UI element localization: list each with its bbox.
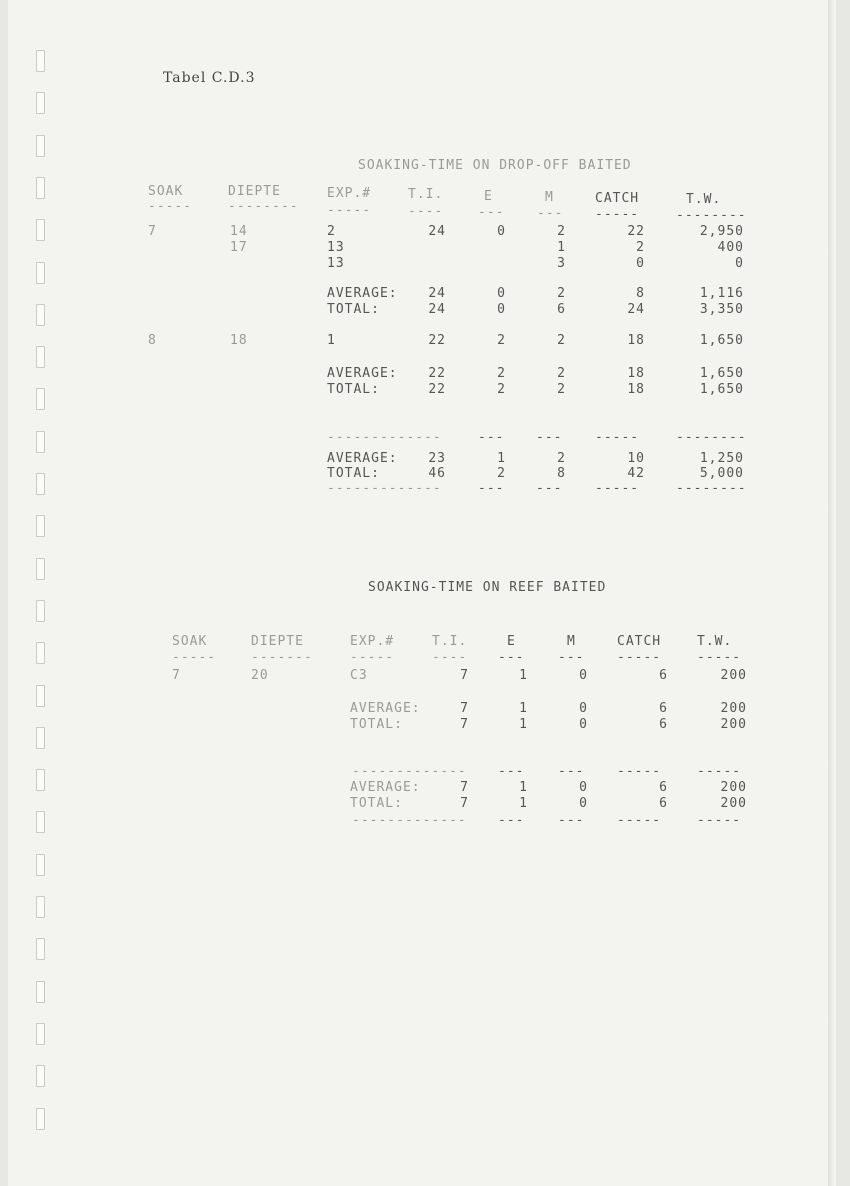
binding-hole <box>36 981 45 1003</box>
table-cell: 6 <box>659 668 668 683</box>
table-cell: 2 <box>557 333 566 348</box>
table-cell: 2 <box>557 224 566 239</box>
dash-segment: ------------- <box>327 430 442 445</box>
table-cell: 1 <box>557 240 566 255</box>
table-cell: 0 <box>497 302 506 317</box>
table-cell: TOTAL: <box>327 466 380 481</box>
table-cell: 2 <box>497 382 506 397</box>
table-cell: 20 <box>251 668 269 683</box>
header-e: E <box>484 189 493 204</box>
table-cell: 10 <box>627 451 645 466</box>
table-cell: 7 <box>148 224 157 239</box>
table-cell: AVERAGE: <box>327 286 398 301</box>
underline: --- <box>498 650 525 665</box>
table-cell: 7 <box>460 717 469 732</box>
dash-segment: ----- <box>697 813 742 828</box>
table-cell: TOTAL: <box>327 302 380 317</box>
table-cell: 5,000 <box>699 466 744 481</box>
table-cell: 1 <box>519 701 528 716</box>
header-diepte: DIEPTE <box>251 634 304 649</box>
header-tw: T.W. <box>686 192 722 207</box>
underline: ----- <box>148 199 193 214</box>
binding-hole <box>36 854 45 876</box>
binding-hole <box>36 811 45 833</box>
header-tw: T.W. <box>697 634 733 649</box>
binding-hole <box>36 642 45 664</box>
table-cell: 1,650 <box>699 333 744 348</box>
table1-title: SOAKING-TIME ON DROP-OFF BAITED <box>358 158 632 173</box>
dash-segment: --- <box>478 430 505 445</box>
table-cell: 2 <box>497 466 506 481</box>
table-cell: 1,116 <box>699 286 744 301</box>
header-m: M <box>545 190 554 205</box>
header-catch: CATCH <box>595 191 640 206</box>
table-cell: 0 <box>579 780 588 795</box>
header-ti: T.I. <box>408 187 444 202</box>
header-diepte: DIEPTE <box>228 184 281 199</box>
binding-hole <box>36 135 45 157</box>
header-catch: CATCH <box>617 634 662 649</box>
binding-hole <box>36 938 45 960</box>
table-cell: 18 <box>627 366 645 381</box>
header-m: M <box>567 634 576 649</box>
underline: ----- <box>617 650 662 665</box>
table-cell: 6 <box>557 302 566 317</box>
table-cell: 8 <box>636 286 645 301</box>
dash-segment: --- <box>558 813 585 828</box>
table-cell: 6 <box>659 717 668 732</box>
underline: -------- <box>228 199 299 214</box>
table-cell: 6 <box>659 780 668 795</box>
table-cell: 18 <box>230 333 248 348</box>
table-cell: C3 <box>350 668 368 683</box>
table-cell: 2 <box>497 366 506 381</box>
underline: ----- <box>327 203 372 218</box>
table-cell: 13 <box>327 256 345 271</box>
header-soak: SOAK <box>172 634 208 649</box>
table-cell: 42 <box>627 466 645 481</box>
dash-segment: ----- <box>617 813 662 828</box>
binding-hole <box>36 600 45 622</box>
table-cell: 22 <box>428 366 446 381</box>
table-cell: 46 <box>428 466 446 481</box>
table-cell: TOTAL: <box>327 382 380 397</box>
underline: ---- <box>408 204 444 219</box>
underline: -------- <box>676 208 747 223</box>
dash-segment: ------------- <box>352 813 467 828</box>
dash-segment: --- <box>498 813 525 828</box>
dash-segment: -------- <box>676 481 747 496</box>
binding-hole <box>36 388 45 410</box>
table-cell: 6 <box>659 796 668 811</box>
binding-hole <box>36 685 45 707</box>
page-fold <box>828 0 834 1186</box>
dash-segment: --- <box>478 481 505 496</box>
table-cell: 7 <box>460 796 469 811</box>
binding-hole <box>36 262 45 284</box>
table-cell: 0 <box>497 286 506 301</box>
table-cell: 200 <box>720 701 747 716</box>
underline: --- <box>537 206 564 221</box>
underline: ----- <box>697 650 742 665</box>
table-cell: AVERAGE: <box>350 780 421 795</box>
binding-hole <box>36 92 45 114</box>
underline: --- <box>558 650 585 665</box>
binding-hole <box>36 769 45 791</box>
dash-segment: --- <box>536 481 563 496</box>
table-cell: 23 <box>428 451 446 466</box>
table-cell: 1 <box>519 717 528 732</box>
binding-hole <box>36 1065 45 1087</box>
table-cell: 0 <box>636 256 645 271</box>
binding-hole <box>36 727 45 749</box>
table-cell: 200 <box>720 668 747 683</box>
table-cell: 17 <box>230 240 248 255</box>
table-cell: 24 <box>428 286 446 301</box>
binding-hole <box>36 473 45 495</box>
table-cell: 200 <box>720 796 747 811</box>
binding-hole <box>36 177 45 199</box>
table-cell: 1 <box>497 451 506 466</box>
dash-segment: ----- <box>595 481 640 496</box>
binding-hole <box>36 50 45 72</box>
binding-hole <box>36 346 45 368</box>
dash-segment: ------------- <box>352 764 467 779</box>
binding-hole <box>36 515 45 537</box>
table-cell: 24 <box>428 224 446 239</box>
dash-segment: ----- <box>595 430 640 445</box>
table-cell: 14 <box>230 224 248 239</box>
underline: ----- <box>595 207 640 222</box>
header-exp: EXP.# <box>350 634 395 649</box>
underline: ----- <box>172 650 217 665</box>
table-cell: 0 <box>579 668 588 683</box>
header-exp: EXP.# <box>327 186 372 201</box>
table-cell: 0 <box>579 796 588 811</box>
table-cell: 8 <box>148 333 157 348</box>
table-cell: 1,650 <box>699 382 744 397</box>
table-cell: 18 <box>627 333 645 348</box>
underline: ----- <box>350 650 395 665</box>
header-ti: T.I. <box>432 634 468 649</box>
table-cell: 6 <box>659 701 668 716</box>
table-cell: 22 <box>428 333 446 348</box>
dash-segment: --- <box>536 430 563 445</box>
binding-hole <box>36 304 45 326</box>
table-cell: AVERAGE: <box>327 366 398 381</box>
table2-title: SOAKING-TIME ON REEF BAITED <box>368 580 607 595</box>
binding-hole <box>36 1023 45 1045</box>
underline: ------- <box>251 650 313 665</box>
binding-hole <box>36 558 45 580</box>
table-cell: 2 <box>327 224 336 239</box>
table-cell: 3 <box>557 256 566 271</box>
table-cell: 0 <box>497 224 506 239</box>
table-cell: 8 <box>557 466 566 481</box>
dash-segment: ----- <box>697 764 742 779</box>
table-cell: AVERAGE: <box>350 701 421 716</box>
table-cell: 24 <box>627 302 645 317</box>
table-cell: TOTAL: <box>350 796 403 811</box>
table-cell: 22 <box>627 224 645 239</box>
table-cell: 18 <box>627 382 645 397</box>
table-cell: 0 <box>735 256 744 271</box>
table-cell: 1 <box>519 668 528 683</box>
table-cell: 3,350 <box>699 302 744 317</box>
table-cell: 2,950 <box>699 224 744 239</box>
header-e: E <box>507 634 516 649</box>
table-cell: 7 <box>460 701 469 716</box>
table-cell: 2 <box>557 382 566 397</box>
table-cell: 7 <box>172 668 181 683</box>
table-cell: 1 <box>519 796 528 811</box>
table-cell: 2 <box>557 366 566 381</box>
table-cell: 1,650 <box>699 366 744 381</box>
table-cell: 1 <box>519 780 528 795</box>
table-cell: 1,250 <box>699 451 744 466</box>
table-cell: 200 <box>720 780 747 795</box>
table-cell: AVERAGE: <box>327 451 398 466</box>
table-cell: 2 <box>557 286 566 301</box>
table-caption: Tabel C.D.3 <box>163 70 256 86</box>
table-cell: TOTAL: <box>350 717 403 732</box>
table-cell: 2 <box>497 333 506 348</box>
binding-hole <box>36 1108 45 1130</box>
underline: ---- <box>432 650 468 665</box>
table-cell: 13 <box>327 240 345 255</box>
table-cell: 22 <box>428 382 446 397</box>
dash-segment: -------- <box>676 430 747 445</box>
dash-segment: ------------- <box>327 481 442 496</box>
underline: --- <box>478 205 505 220</box>
table-cell: 200 <box>720 717 747 732</box>
dash-segment: ----- <box>617 764 662 779</box>
table-cell: 7 <box>460 668 469 683</box>
dash-segment: --- <box>558 764 585 779</box>
binding-hole <box>36 896 45 918</box>
table-cell: 7 <box>460 780 469 795</box>
table-cell: 0 <box>579 717 588 732</box>
table-cell: 2 <box>636 240 645 255</box>
table-cell: 24 <box>428 302 446 317</box>
table-cell: 400 <box>717 240 744 255</box>
dash-segment: --- <box>498 764 525 779</box>
header-soak: SOAK <box>148 184 184 199</box>
table-cell: 2 <box>557 451 566 466</box>
table-cell: 1 <box>327 333 336 348</box>
binding-hole <box>36 219 45 241</box>
table-cell: 0 <box>579 701 588 716</box>
binding-hole <box>36 431 45 453</box>
